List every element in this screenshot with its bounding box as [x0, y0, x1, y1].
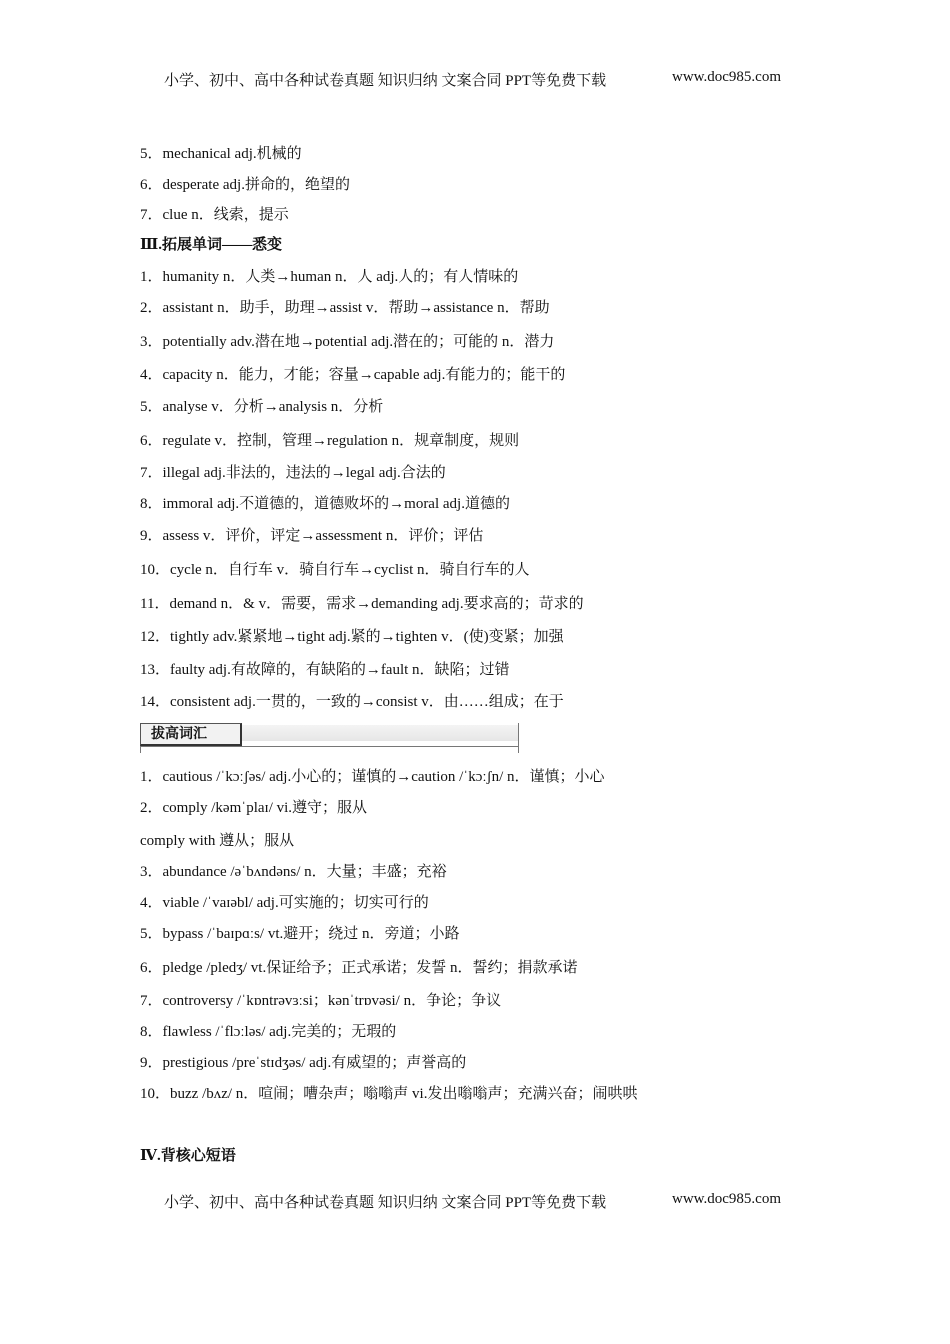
list-item: 5．bypass /ˈbaɪpɑːs/ vt.避开；绕过 n．旁道；小路: [140, 926, 460, 942]
list-item: 6．regulate v．控制，管理→regulation n．规章制度，规则: [140, 433, 520, 449]
banner-divider: [518, 723, 519, 753]
list-item: 14．consistent adj.一贯的，一致的→consist v．由……组成；在于: [140, 694, 564, 710]
list-item: 5．analyse v．分析→analysis n．分析: [140, 399, 384, 415]
list-item: 3．abundance /əˈbʌndəns/ n．大量；丰盛；充裕: [140, 864, 447, 880]
list-item: 6．desperate adj.拼命的，绝望的: [140, 177, 350, 193]
header-text: 小学、初中、高中各种试卷真题 知识归纳 文案合同 PPT等免费下载: [164, 73, 607, 89]
section-title-core-phrases: Ⅳ.背核心短语: [140, 1148, 236, 1164]
list-item: 4．capacity n．能力，才能；容量→capable adj.有能力的；能干的: [140, 367, 566, 383]
list-item: 10．cycle n．自行车 v．骑自行车→cyclist n．骑自行车的人: [140, 562, 530, 578]
list-item: 4．viable /ˈvaɪəbl/ adj.可实施的；切实可行的: [140, 895, 429, 911]
list-item: 1．humanity n．人类→human n．人 adj.人的；有人情味的: [140, 269, 519, 285]
list-item: 7．clue n．线索，提示: [140, 207, 289, 223]
page-header: [164, 69, 782, 90]
list-item: 7．illegal adj.非法的，违法的→legal adj.合法的: [140, 465, 446, 481]
banner-divider: [140, 746, 519, 747]
footer-text: 小学、初中、高中各种试卷真题 知识归纳 文案合同 PPT等免费下载: [164, 1195, 607, 1211]
list-item: 9．prestigious /preˈstɪdʒəs/ adj.有威望的；声誉高的: [140, 1055, 467, 1071]
list-item: 5．mechanical adj.机械的: [140, 146, 302, 162]
banner-label: 拔高词汇: [140, 723, 242, 746]
list-item: 12．tightly adv.紧紧地→tight adj.紧的→tighten v．(使)变紧；加强: [140, 629, 564, 645]
section-title-expand-words: Ⅲ.拓展单词——悉变: [140, 237, 283, 253]
list-item: 13．faulty adj.有故障的，有缺陷的→fault n．缺陷；过错: [140, 662, 510, 678]
list-item: 10．buzz /bʌz/ n．喧闹；嘈杂声；嗡嗡声 vi.发出嗡嗡声；充满兴奋；闹哄哄: [140, 1086, 638, 1102]
header-site: www.doc985.com: [672, 69, 782, 85]
list-item: comply with 遵从；服从: [140, 833, 295, 849]
list-item: 3．potentially adv.潜在地→potential adj.潜在的；可能的 n．潜力: [140, 334, 555, 350]
list-item: 11．demand n．& v．需要，需求→demanding adj.要求高的；苛求的: [140, 596, 584, 612]
page-footer: [164, 1191, 782, 1212]
advanced-vocab-banner: [140, 723, 519, 753]
footer-site: www.doc985.com: [672, 1191, 782, 1207]
list-item: 8．immoral adj.不道德的，道德败坏的→moral adj.道德的: [140, 496, 510, 512]
list-item: 1．cautious /ˈkɔːʃəs/ adj.小心的；谨慎的→caution /ˈkɔːʃn/ n．谨慎；小心: [140, 769, 605, 785]
banner-strip: [230, 725, 518, 741]
list-item: 2．comply /kəmˈplaɪ/ vi.遵守；服从: [140, 800, 368, 816]
list-item: 9．assess v．评价，评定→assessment n．评价；评估: [140, 528, 484, 544]
list-item: 8．flawless /ˈflɔːləs/ adj.完美的；无瑕的: [140, 1024, 397, 1040]
list-item: 6．pledge /pledʒ/ vt.保证给予；正式承诺；发誓 n．誓约；捐款承诺: [140, 960, 578, 976]
list-item: 2．assistant n．助手，助理→assist v．帮助→assistance n．帮助: [140, 300, 550, 316]
list-item: 7．controversy /ˈkɒntrəvɜːsi；kənˈtrɒvəsi/ n．争论；争议: [140, 993, 502, 1009]
